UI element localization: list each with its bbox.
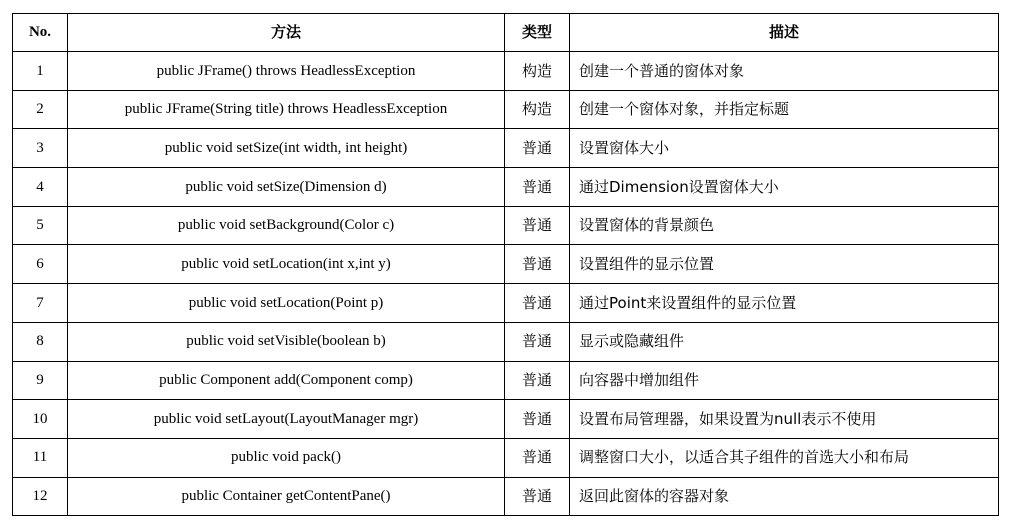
header-row (13, 14, 999, 52)
row-number-cell: 8 (13, 322, 68, 361)
type-cell: 普通 (505, 284, 570, 323)
type-cell: 普通 (505, 322, 570, 361)
table-row (13, 129, 999, 168)
column-header-description: 描述 (570, 14, 999, 52)
description-cell: 创建一个普通的窗体对象 (570, 52, 999, 91)
jframe-methods-table-container (12, 13, 999, 516)
row-number-cell: 12 (13, 477, 68, 516)
row-number-cell: 3 (13, 129, 68, 168)
table-row (13, 168, 999, 207)
column-header-no: No. (13, 14, 68, 52)
row-number-cell: 1 (13, 52, 68, 91)
table-row (13, 284, 999, 323)
description-cell: 通过Dimension设置窗体大小 (570, 168, 999, 207)
table-header (13, 14, 999, 52)
row-number-cell: 7 (13, 284, 68, 323)
column-header-method: 方法 (68, 14, 505, 52)
table-row (13, 322, 999, 361)
table-row (13, 400, 999, 439)
method-cell: public Component add(Component comp) (68, 361, 505, 400)
type-cell: 普通 (505, 438, 570, 477)
method-cell: public void setLocation(Point p) (68, 284, 505, 323)
type-cell: 构造 (505, 90, 570, 129)
row-number-cell: 11 (13, 438, 68, 477)
description-cell: 显示或隐藏组件 (570, 322, 999, 361)
method-cell: public void pack() (68, 438, 505, 477)
method-cell: public JFrame() throws HeadlessException (68, 52, 505, 91)
type-cell: 普通 (505, 245, 570, 284)
table-row (13, 90, 999, 129)
table-row (13, 206, 999, 245)
description-cell: 通过Point来设置组件的显示位置 (570, 284, 999, 323)
type-cell: 构造 (505, 52, 570, 91)
type-cell: 普通 (505, 168, 570, 207)
method-cell: public void setSize(Dimension d) (68, 168, 505, 207)
table-body (13, 52, 999, 516)
method-cell: public void setSize(int width, int height) (68, 129, 505, 168)
column-header-type: 类型 (505, 14, 570, 52)
row-number-cell: 5 (13, 206, 68, 245)
description-cell: 设置组件的显示位置 (570, 245, 999, 284)
table-row (13, 438, 999, 477)
type-cell: 普通 (505, 400, 570, 439)
description-cell: 返回此窗体的容器对象 (570, 477, 999, 516)
description-cell: 设置窗体大小 (570, 129, 999, 168)
row-number-cell: 10 (13, 400, 68, 439)
description-cell: 创建一个窗体对象，并指定标题 (570, 90, 999, 129)
method-cell: public void setLocation(int x,int y) (68, 245, 505, 284)
description-cell: 调整窗口大小，以适合其子组件的首选大小和布局 (570, 438, 999, 477)
method-cell: public void setLayout(LayoutManager mgr) (68, 400, 505, 439)
row-number-cell: 9 (13, 361, 68, 400)
description-cell: 设置窗体的背景颜色 (570, 206, 999, 245)
table-row (13, 477, 999, 516)
type-cell: 普通 (505, 129, 570, 168)
method-cell: public void setVisible(boolean b) (68, 322, 505, 361)
description-cell: 向容器中增加组件 (570, 361, 999, 400)
table-row (13, 361, 999, 400)
table-row (13, 52, 999, 91)
method-cell: public Container getContentPane() (68, 477, 505, 516)
row-number-cell: 2 (13, 90, 68, 129)
row-number-cell: 6 (13, 245, 68, 284)
jframe-methods-table (12, 13, 999, 516)
table-row (13, 245, 999, 284)
description-cell: 设置布局管理器，如果设置为null表示不使用 (570, 400, 999, 439)
method-cell: public JFrame(String title) throws HeadlessException (68, 90, 505, 129)
type-cell: 普通 (505, 477, 570, 516)
method-cell: public void setBackground(Color c) (68, 206, 505, 245)
type-cell: 普通 (505, 206, 570, 245)
row-number-cell: 4 (13, 168, 68, 207)
type-cell: 普通 (505, 361, 570, 400)
